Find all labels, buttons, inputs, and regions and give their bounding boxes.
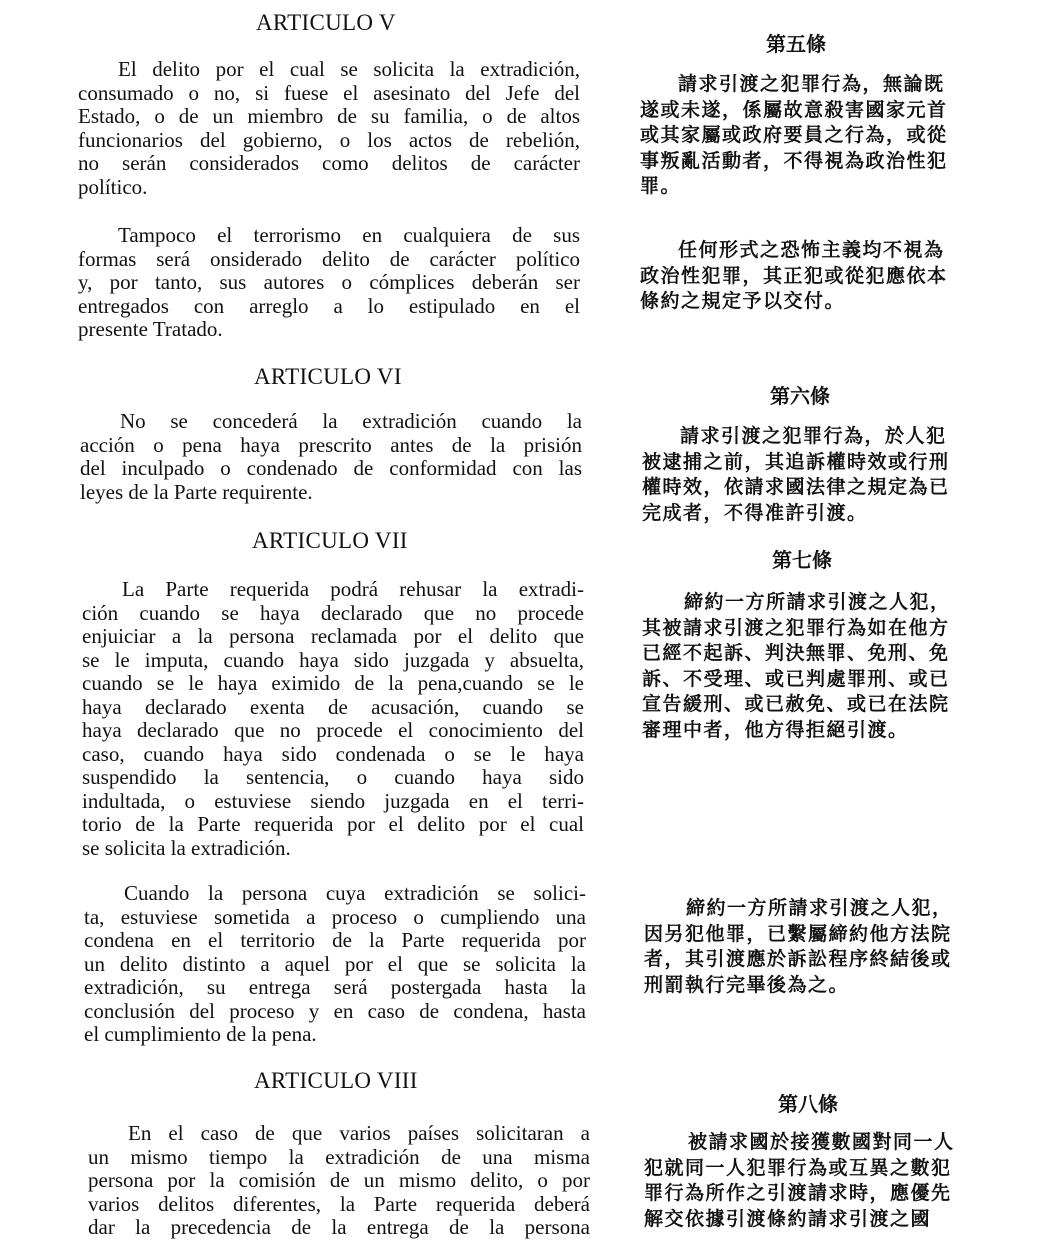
text-line: 事叛亂活動者，不得視為政治性犯 — [640, 149, 948, 172]
article-5-paragraph-2-zh — [640, 238, 970, 315]
text-line: no serán considerados como delitos de carácter — [78, 151, 580, 175]
text-line: dar la precedencia de la entrega de la persona — [88, 1215, 590, 1239]
article-6-paragraph-1-zh — [642, 424, 972, 526]
article-v-paragraph-1 — [78, 58, 580, 199]
article-5-paragraph-1-zh — [640, 72, 970, 200]
article-8-paragraph-1-zh — [644, 1130, 979, 1232]
text-line: No se concederá la extradición cuando la — [120, 409, 582, 433]
article-v-heading: ARTICULO V — [256, 10, 396, 35]
text-line: 宣告緩刑、或已赦免、或已在法院 — [642, 693, 950, 715]
text-line: 請求引渡之犯罪行為，無論既 — [678, 73, 945, 95]
article-8-heading-zh: 第八條 — [778, 1092, 838, 1116]
text-line: entregados con arreglo a lo estipulado en el — [78, 293, 580, 318]
text-line: indultada, o estuviese siendo juzgada en el terri- — [82, 788, 584, 813]
text-line: 請求引渡之犯罪行為，於人犯 — [680, 425, 947, 447]
text-line: acción o pena haya prescrito antes de la prisión — [80, 432, 582, 457]
text-line: se le imputa, cuando haya sido juzgada y absuelta, — [82, 647, 584, 672]
text-line: 或其家屬或政府要員之行為，或從 — [640, 124, 948, 146]
text-line: 刑罰執行完畢後為之。 — [644, 973, 850, 996]
text-line: 政治性犯罪，其正犯或從犯應依本 — [640, 264, 948, 287]
text-line: 締約一方所請求引渡之人犯， — [684, 591, 951, 613]
text-line: enjuiciar a la persona reclamada por el delito que — [82, 624, 584, 648]
text-line: haya declarado exenta de acusación, cuando se — [82, 694, 584, 719]
text-line: formas será onsiderado delito de carácter político — [78, 246, 580, 271]
text-line: un mismo tiempo la extradición de una misma — [88, 1144, 590, 1169]
text-line: torio de la Parte requerida por el delito por el cual — [82, 812, 584, 836]
text-line: 締約一方所請求引渡之人犯， — [686, 897, 953, 919]
text-line: el cumplimiento de la pena. — [84, 1022, 317, 1046]
article-vi-heading: ARTICULO VI — [254, 364, 402, 389]
text-line: 因另犯他罪，已繫屬締約他方法院 — [644, 922, 952, 945]
article-viii-paragraph-1 — [88, 1122, 590, 1240]
text-line: Estado, o de un miembro de su familia, o de altos — [78, 104, 580, 128]
text-line: 其被請求引渡之犯罪行為如在他方 — [642, 616, 950, 639]
text-line: La Parte requerida podrá rehusar la extradi- — [122, 577, 584, 601]
text-line: 權時效，依請求國法律之規定為已 — [642, 476, 950, 498]
article-7-paragraph-1-zh — [642, 590, 972, 743]
text-line: político. — [78, 174, 148, 199]
article-6-heading-zh: 第六條 — [770, 384, 830, 408]
article-7-paragraph-2-zh — [644, 896, 974, 998]
text-line: condena en el territorio de la Parte requerida por — [84, 928, 586, 952]
text-line: ción cuando se haya declarado que no procede — [82, 600, 584, 625]
text-line: 任何形式之恐怖主義均不視為 — [678, 239, 945, 261]
text-line: varios delitos diferentes, la Parte requerida deberá — [88, 1191, 590, 1216]
text-line: 訴、不受理、或已判處罪刑、或已 — [642, 667, 950, 690]
text-line: 已經不起訴、判決無罪、免刑、免 — [642, 642, 950, 664]
text-line: En el caso de que varios países solicitaran a — [128, 1121, 590, 1145]
text-line: conclusión del proceso y en caso de condena, hasta — [84, 998, 586, 1023]
text-line: 審理中者，他方得拒絕引渡。 — [642, 718, 909, 741]
text-line: suspendido la sentencia, o cuando haya sido — [82, 765, 584, 789]
text-line: 解交依據引渡條約請求引渡之國 — [644, 1207, 932, 1230]
text-line: 條約之規定予以交付。 — [640, 290, 846, 312]
text-line: y, por tanto, sus autores o cómplices deberán ser — [78, 270, 580, 294]
text-line: Tampoco el terrorismo en cualquiera de sus — [118, 223, 580, 247]
text-line: persona por la comisión de un mismo delito, o por — [88, 1168, 590, 1192]
text-line: 者，其引渡應於訴訟程序終結後或 — [644, 948, 952, 970]
text-line: 完成者，不得准許引渡。 — [642, 501, 868, 524]
article-vii-paragraph-1 — [82, 578, 584, 860]
article-5-heading-zh: 第五條 — [766, 32, 826, 56]
text-line: Cuando la persona cuya extradición se solici- — [124, 881, 586, 905]
text-line: presente Tratado. — [78, 317, 223, 341]
article-viii-heading: ARTICULO VIII — [254, 1068, 418, 1093]
text-line: funcionarios del gobierno, o los actos de rebelión, — [78, 127, 580, 152]
text-line: 罪行為所作之引渡請求時，應優先 — [644, 1182, 952, 1204]
text-line: consumado o no, si fuese el asesinato del Jefe del — [78, 80, 580, 105]
article-vii-paragraph-2 — [84, 882, 586, 1047]
article-v-paragraph-2 — [78, 224, 580, 342]
text-line: 遂或未遂，係屬故意殺害國家元首 — [640, 98, 948, 121]
text-line: extradición, su entrega será postergada hasta la — [84, 975, 586, 999]
text-line: cuando se le haya eximido de la pena,cuando se le — [82, 671, 584, 695]
text-line: ta, estuviese sometida a proceso o cumpliendo una — [84, 904, 586, 929]
text-line: El delito por el cual se solicita la extradición, — [118, 57, 580, 81]
text-line: del inculpado o condenado de conformidad con las — [80, 456, 582, 480]
text-line: se solicita la extradición. — [82, 835, 291, 860]
text-line: 被逮捕之前，其追訴權時效或行刑 — [642, 450, 950, 473]
article-vii-heading: ARTICULO VII — [252, 528, 408, 553]
article-vi-paragraph-1 — [80, 410, 582, 504]
text-line: un delito distinto a aquel por el que se solicita la — [84, 951, 586, 976]
text-line: 罪。 — [640, 175, 682, 197]
text-line: leyes de la Parte requirente. — [80, 479, 313, 504]
text-line: 被請求國於接獲數國對同一人 — [688, 1131, 955, 1153]
text-line: 犯就同一人犯罪行為或互異之數犯 — [644, 1156, 952, 1179]
article-7-heading-zh: 第七條 — [772, 548, 832, 572]
text-line: haya declarado que no procede el conocimiento del — [82, 718, 584, 742]
text-line: caso, cuando haya sido condenada o se le haya — [82, 741, 584, 766]
